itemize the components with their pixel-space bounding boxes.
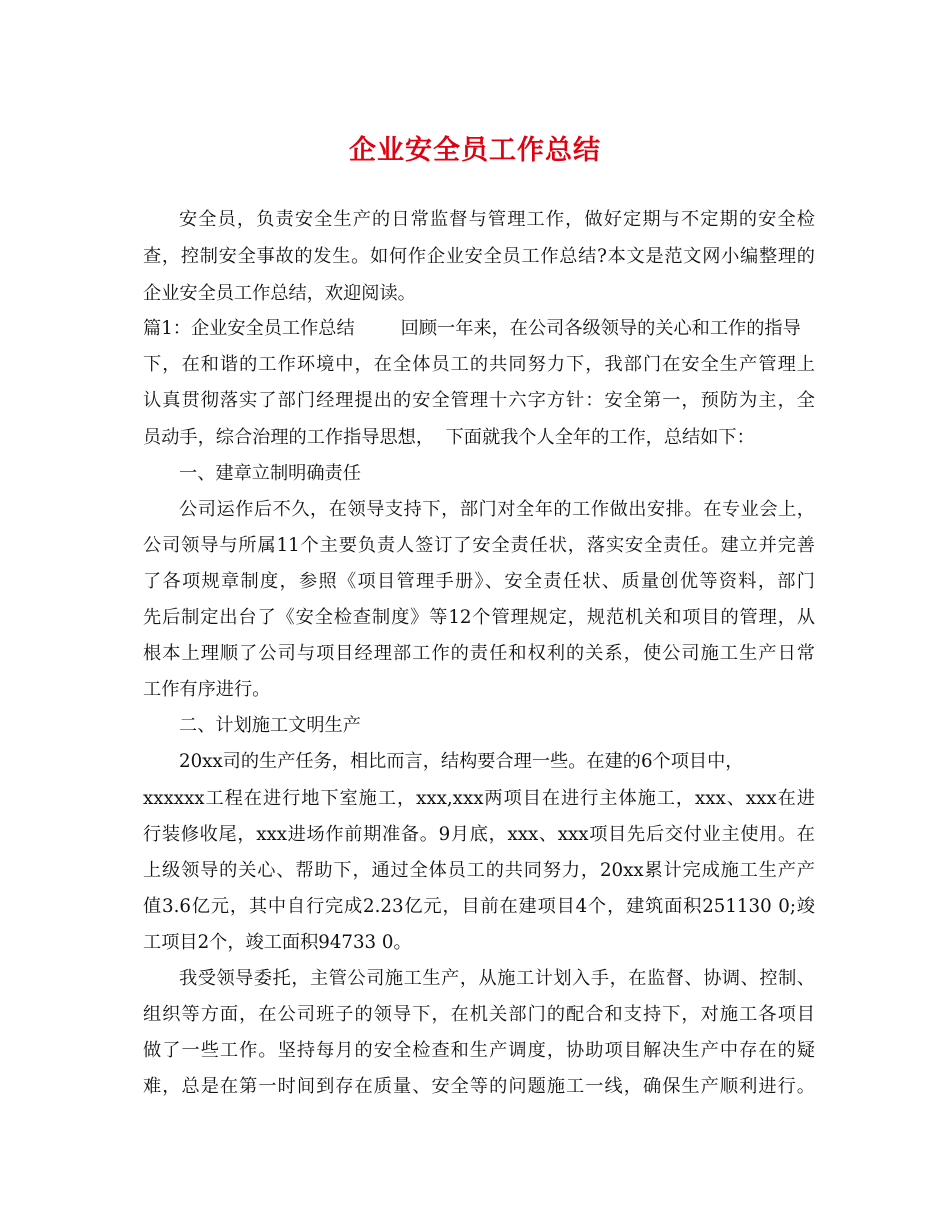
document-title: 企业安全员工作总结 bbox=[349, 135, 601, 166]
paragraph-line: 根本上理顺了公司与项目经理部工作的责任和权利的关系，使公司施工生产日常 bbox=[143, 643, 815, 664]
paragraph-line: xxxxxx工程在进行地下室施工，xxx,xxx两项目在进行主体施工，xxx、xxx在进 bbox=[143, 788, 815, 809]
paragraph-line: 工项目2个，竣工面积94733 0。 bbox=[143, 932, 412, 953]
paragraph-line: 工作有序进行。 bbox=[143, 679, 271, 700]
paragraph-line: 值3.6亿元，其中自行完成2.23亿元，目前在建项目4个，建筑面积251130 0;竣 bbox=[143, 896, 815, 917]
paragraph-line: 做了一些工作。坚持每月的安全检查和生产调度，协助项目解决生产中存在的疑 bbox=[143, 1040, 815, 1061]
paragraph-line: 20xx司的生产任务，相比而言，结构要合理一些。在建的6个项目中， bbox=[179, 751, 744, 772]
section-heading: 二、计划施工文明生产 bbox=[179, 715, 361, 736]
paragraph-line: 企业安全员工作总结，欢迎阅读。 bbox=[143, 283, 416, 304]
paragraph-line: 公司运作后不久，在领导支持下，部门对全年的工作做出安排。在专业会上， bbox=[179, 499, 815, 520]
paragraph-line: 了各项规章制度，参照《项目管理手册》、安全责任状、质量创优等资料，部门 bbox=[143, 571, 815, 592]
paragraph-line: 组织等方面，在公司班子的领导下，在机关部门的配合和支持下，对施工各项目 bbox=[143, 1004, 815, 1025]
paragraph-line: 安全员，负责安全生产的日常监督与管理工作，做好定期与不定期的安全检 bbox=[179, 209, 815, 230]
paragraph-line: 先后制定出台了《安全检查制度》等12个管理规定，规范机关和项目的管理，从 bbox=[143, 607, 815, 628]
paragraph-line: 难，总是在第一时间到存在质量、安全等的问题施工一线，确保生产顺利进行。 bbox=[143, 1076, 815, 1097]
paragraph-line: 公司领导与所属11个主要负责人签订了安全责任状，落实安全责任。建立并完善 bbox=[143, 535, 815, 556]
paragraph-line: 上级领导的关心、帮助下，通过全体员工的共同努力，20xx累计完成施工生产产 bbox=[143, 860, 815, 881]
paragraph-line: 员动手，综合治理的工作指导思想， 下面就我个人全年的工作，总结如下： bbox=[143, 427, 755, 448]
paragraph-text: 回顾一年来，在公司各级领导的关心和工作的指导 bbox=[400, 318, 801, 339]
paragraph-line: 下，在和谐的工作环境中，在全体员工的共同努力下，我部门在安全生产管理上 bbox=[143, 354, 815, 375]
paragraph-line: 行装修收尾，xxx进场作前期准备。9月底，xxx、xxx项目先后交付业主使用。在 bbox=[143, 824, 815, 845]
paragraph-line: 查，控制安全事故的发生。如何作企业安全员工作总结?本文是范文网小编整理的 bbox=[143, 246, 815, 267]
section-heading: 一、建章立制明确责任 bbox=[179, 463, 361, 484]
section-heading-line bbox=[143, 314, 815, 344]
paragraph-line: 我受领导委托，主管公司施工生产，从施工计划入手，在监督、协调、控制、 bbox=[179, 968, 815, 989]
article-heading: 篇1：企业安全员工作总结 bbox=[143, 318, 355, 339]
paragraph-line: 认真贯彻落实了部门经理提出的安全管理十六字方针：安全第一，预防为主，全 bbox=[143, 390, 815, 411]
